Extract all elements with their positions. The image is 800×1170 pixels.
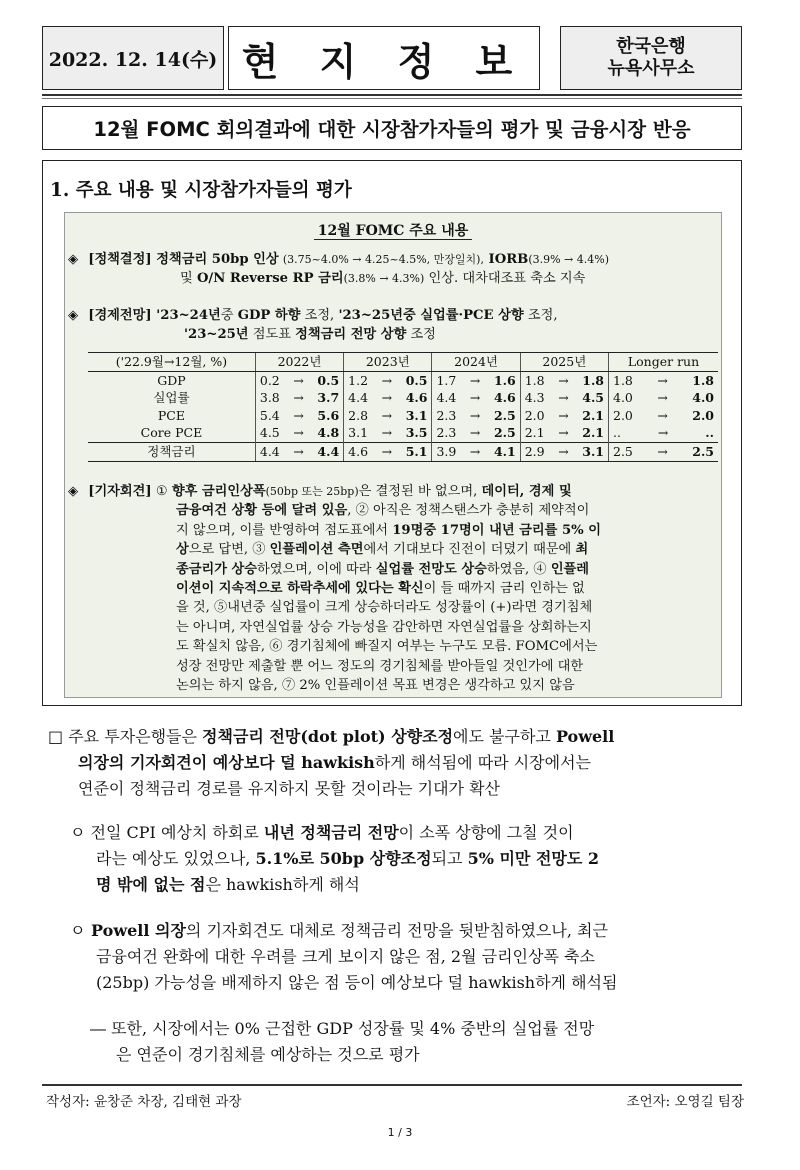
para-text: 하게 해석됨에 따라 시장에서는 [374, 753, 591, 772]
arrow-icon: → [657, 425, 669, 441]
onrrp-label: O/N Reverse RP 금리 [196, 271, 344, 286]
table-cell [609, 443, 719, 462]
forecast-current: 4.1 [493, 443, 516, 459]
office-line-1: 한국은행 [616, 36, 686, 57]
footer-authors: 작성자: 윤창준 차장, 김태현 과장 [46, 1094, 242, 1110]
press-label: [기자회견] [88, 484, 152, 499]
diamond-bullet-icon: ◈ [68, 252, 79, 267]
forecast-previous: 2.8 [348, 407, 369, 423]
press-text: 이션이 지속적으로 하락추세에 있다는 확신 [176, 581, 424, 597]
forecast-current: 5.6 [317, 407, 340, 423]
table-cell [520, 443, 608, 462]
para-text: 의 기자회견도 대체로 정책금리 전망을 뒷받침하였으나, 최근 [185, 921, 608, 940]
arrow-icon: → [657, 372, 668, 388]
paragraph-cpi [70, 820, 746, 898]
diamond-bullet-icon: ◈ [68, 308, 79, 323]
table-cell [255, 425, 343, 443]
press-text: 을 것, ⑤내년중 실업률이 크게 상승하더라도 성장률이 (+)라면 경기침체 [176, 600, 593, 616]
paragraph-investment-banks [48, 724, 748, 802]
arrow-icon: → [657, 390, 668, 406]
forecast-previous: 1.8 [524, 372, 545, 388]
arrow-icon: → [657, 407, 668, 423]
arrow-icon: → [558, 443, 569, 459]
press-text: 하였으며, 이에 따라 [257, 561, 376, 577]
para-text: 또한, 시장에서는 0% 근접한 GDP 성장률 및 4% 중반의 실업률 전망 [106, 1019, 595, 1038]
table-header-row [88, 353, 718, 372]
press-text: 논의는 하지 않음, ⑦ 2% 인플레이션 목표 변경은 생각하고 있지 않음 [176, 678, 575, 694]
page-number: 1 / 3 [387, 1126, 413, 1139]
table-cell [520, 372, 608, 390]
table-row-label: 실업률 [153, 390, 190, 406]
forecast-previous: .. [613, 425, 621, 441]
table-row-label: GDP [157, 372, 186, 388]
economic-outlook [68, 306, 720, 344]
forecast-previous: 3.1 [348, 425, 369, 441]
outlook-text: 조정 [406, 327, 436, 342]
para-text: 연준이 정책금리 경로를 유지하지 못할 것이라는 기대가 확산 [78, 779, 501, 798]
forecast-current: 2.1 [582, 425, 604, 441]
table-cell [609, 425, 719, 443]
policy-and: 및 [180, 271, 197, 286]
forecast-current: 4.8 [317, 425, 340, 441]
outlook-label: [경제전망] [88, 308, 152, 323]
forecast-current: 3.7 [317, 390, 340, 406]
forecast-previous: 0.2 [259, 372, 280, 388]
iorb-range: (3.9% → 4.4%) [528, 253, 610, 266]
table-header: 2022년 [255, 353, 343, 372]
header-divider-thin [42, 98, 742, 99]
footer-divider [42, 1084, 742, 1086]
press-text: 에서 기대보다 진전이 더뎠기 때문에 [363, 542, 576, 558]
circle-bullet-icon: ㅇ [70, 921, 86, 940]
table-row-label: 정책금리 [88, 443, 255, 462]
forecast-current: 1.8 [692, 372, 714, 388]
para-text: 금융여건 완화에 대한 우려를 크게 보이지 않은 점, 2월 금리인상폭 축소 [96, 947, 595, 966]
forecast-previous: 4.0 [613, 390, 633, 406]
table-cell [344, 372, 432, 390]
table-row-label: Core PCE [140, 425, 203, 441]
press-text: 은 결정된 바 없으며, [358, 484, 482, 499]
press-text: 종금리가 상승 [176, 561, 258, 577]
table-cell [432, 390, 520, 408]
forecast-current: 2.1 [582, 407, 604, 423]
forecast-previous: 1.2 [348, 372, 369, 388]
forecast-previous: 2.5 [613, 443, 633, 459]
policy-label: [정책결정] [88, 252, 152, 267]
iorb-label: IORB [483, 252, 529, 267]
arrow-icon: → [381, 407, 393, 423]
table-header: Longer run [609, 353, 719, 372]
table-header: 2023년 [344, 353, 432, 372]
press-text: ① [151, 484, 172, 499]
forecast-current: 2.0 [692, 407, 714, 423]
table-row [88, 425, 718, 443]
para-text: 의장의 기자회견이 예상보다 덜 hawkish [78, 753, 375, 772]
table-cell [255, 390, 343, 408]
forecast-current: 4.6 [493, 390, 516, 406]
forecast-previous: 4.6 [348, 443, 369, 459]
forecast-previous: 5.4 [259, 407, 280, 423]
table-row-label: PCE [157, 407, 185, 423]
policy-tail: 인상. 대차대조표 축소 지속 [424, 271, 586, 286]
arrow-icon: → [381, 425, 393, 441]
arrow-icon: → [469, 443, 481, 459]
press-text: 으로 답변, ③ [188, 542, 270, 558]
arrow-icon: → [558, 407, 569, 423]
arrow-icon: → [381, 390, 393, 406]
arrow-icon: → [381, 443, 393, 459]
policy-decision [68, 250, 720, 288]
table-cell [432, 407, 520, 425]
table-cell [344, 425, 432, 443]
office-name [560, 26, 742, 90]
para-text: 은 hawkish하게 해석 [205, 875, 360, 894]
forecast-previous: 3.9 [436, 443, 457, 459]
press-text: , ② 아직은 정책스탠스가 충분히 제약적이 [347, 503, 590, 519]
forecast-previous: 4.4 [259, 443, 280, 459]
table-cell [520, 407, 608, 425]
forecast-current: 5.1 [405, 443, 428, 459]
forecast-table [88, 352, 718, 462]
forecast-previous: 4.5 [259, 425, 280, 441]
para-text: Powell 의장 [85, 921, 186, 940]
forecast-current: 0.5 [405, 372, 428, 388]
press-text: 19명중 17명이 내년 금리를 5% 이 [392, 522, 602, 538]
arrow-icon: → [293, 390, 304, 406]
press-text: 도 확실치 않음, ⑥ 경기침체에 빠질지 여부는 누구도 모름. FOMC에서는 [176, 639, 598, 655]
table-cell [432, 372, 520, 390]
table-header: ('22.9월→12월, %) [88, 353, 255, 372]
forecast-current: .. [705, 425, 714, 441]
report-type-title: 현 지 정 보 [228, 26, 540, 90]
press-text: 실업률 전망도 상승 [375, 561, 487, 577]
diamond-bullet-icon: ◈ [68, 484, 79, 499]
paragraph-powell [70, 918, 746, 996]
outlook-period-2: '23~25년 [184, 327, 249, 342]
outlook-unemployment-pce: '23~25년중 실업률·PCE 상향 [338, 308, 524, 323]
forecast-current: 3.5 [405, 425, 428, 441]
table-cell [609, 407, 719, 425]
section-1-heading: 1. 주요 내용 및 시장참가자들의 평가 [50, 180, 352, 201]
report-date: 2022. 12. 14(수) [42, 26, 224, 90]
fomc-summary-title [64, 220, 722, 240]
arrow-icon: → [381, 372, 393, 388]
circle-bullet-icon: ㅇ [70, 823, 86, 842]
table-row [88, 407, 718, 425]
arrow-icon: → [469, 372, 481, 388]
forecast-previous: 4.4 [348, 390, 369, 406]
forecast-current: 1.8 [582, 372, 604, 388]
footer-advisor: 조언자: 오영길 팀장 [626, 1094, 744, 1110]
press-text: 인플레이션 측면 [269, 542, 364, 558]
para-text: 내년 정책금리 전망 [263, 823, 399, 842]
para-text: 은 연준이 경기침체를 예상하는 것으로 평가 [116, 1045, 420, 1064]
forecast-current: 4.0 [692, 390, 714, 406]
table-cell [609, 372, 719, 390]
dash-bullet-icon: ― [90, 1019, 106, 1038]
press-text: (50bp 또는 25bp) [265, 485, 359, 498]
forecast-previous: 1.7 [436, 372, 457, 388]
table-cell [344, 443, 432, 462]
forecast-previous: 2.9 [524, 443, 545, 459]
checkbox-square-icon: □ [48, 727, 64, 746]
outlook-text: 중 [220, 308, 238, 323]
table-cell [432, 425, 520, 443]
outlook-rate-projection: 정책금리 전망 상향 [295, 327, 407, 342]
arrow-icon: → [558, 372, 569, 388]
press-text: 성장 전망만 제출할 뿐 어느 정도의 경기침체를 받아들일 것인가에 대한 [176, 658, 584, 674]
para-text: 전일 CPI 예상치 하회로 [85, 823, 264, 842]
press-text: 최 [575, 542, 589, 558]
forecast-previous: 2.0 [613, 407, 633, 423]
forecast-current: 3.1 [405, 407, 428, 423]
press-text: 금융여건 상황 등에 달려 있음 [176, 503, 348, 519]
para-text: 주요 투자은행들은 [63, 727, 203, 746]
table-cell [520, 425, 608, 443]
arrow-icon: → [469, 425, 481, 441]
press-text: 향후 금리인상폭 [171, 484, 266, 499]
table-cell [344, 407, 432, 425]
para-text: 5% 미만 전망도 2 [467, 849, 600, 868]
policy-rate-hike: 정책금리 50bp 인상 [151, 252, 279, 267]
arrow-icon: → [293, 372, 304, 388]
press-text: 지 않으며, 이를 반영하여 점도표에서 [176, 522, 393, 538]
press-text: 인플레 [550, 561, 590, 577]
press-text: 하였음, ④ [486, 561, 551, 577]
para-text: (25bp) 가능성을 배제하지 않은 점 등이 예상보다 덜 hawkish하게 해석됨 [96, 973, 618, 992]
press-text: 데이터, 경제 및 [481, 484, 572, 499]
arrow-icon: → [293, 443, 304, 459]
arrow-icon: → [293, 407, 304, 423]
onrrp-range: (3.8% → 4.3%) [343, 272, 425, 285]
forecast-current: 4.5 [582, 390, 604, 406]
forecast-current: 4.4 [317, 443, 340, 459]
press-text: 이 들 때까지 금리 인하는 없 [423, 581, 585, 597]
forecast-previous: 4.4 [436, 390, 457, 406]
press-text: 는 아니며, 자연실업률 상승 가능성을 감안하면 자연실업률을 상회하는지 [176, 619, 592, 635]
outlook-text: 조정, [523, 308, 558, 323]
table-row [88, 372, 718, 390]
outlook-gdp: GDP 하향 [237, 308, 301, 323]
arrow-icon: → [558, 425, 569, 441]
table-cell [255, 407, 343, 425]
header-divider [42, 94, 742, 96]
outlook-period: '23~24년 [151, 308, 221, 323]
arrow-icon: → [469, 407, 481, 423]
arrow-icon: → [558, 390, 569, 406]
forecast-previous: 2.3 [436, 407, 457, 423]
forecast-previous: 1.8 [613, 372, 633, 388]
forecast-current: 2.5 [493, 407, 516, 423]
para-text: Powell [555, 727, 615, 746]
table-cell [255, 372, 343, 390]
para-text: 라는 예상도 있었으나, [96, 849, 256, 868]
policy-rate-range: (3.75~4.0% → 4.25~4.5%, 만장일치), [282, 253, 484, 266]
document-title: 12월 FOMC 회의결과에 대한 시장참가자들의 평가 및 금융시장 반응 [42, 106, 742, 150]
forecast-previous: 2.3 [436, 425, 457, 441]
table-row [88, 443, 718, 462]
outlook-text: 점도표 [248, 327, 296, 342]
table-row [88, 390, 718, 408]
forecast-previous: 2.0 [524, 407, 545, 423]
arrow-icon: → [657, 443, 668, 459]
forecast-previous: 4.3 [524, 390, 545, 406]
paragraph-recession [90, 1016, 746, 1068]
para-text: 명 밖에 없는 점 [96, 875, 206, 894]
forecast-current: 2.5 [493, 425, 516, 441]
table-cell [609, 390, 719, 408]
press-conference [68, 482, 720, 695]
arrow-icon: → [293, 425, 304, 441]
forecast-current: 4.6 [405, 390, 428, 406]
table-header: 2025년 [520, 353, 608, 372]
arrow-icon: → [469, 390, 481, 406]
para-text: 정책금리 전망(dot plot) 상향조정 [202, 727, 454, 746]
press-text: 상 [176, 542, 189, 558]
para-text: 되고 [431, 849, 468, 868]
forecast-current: 2.5 [692, 443, 714, 459]
fomc-summary-title-text: 12월 FOMC 주요 내용 [314, 223, 473, 240]
forecast-previous: 2.1 [524, 425, 545, 441]
forecast-current: 1.6 [493, 372, 516, 388]
table-cell [432, 443, 520, 462]
outlook-text: 조정, [300, 308, 339, 323]
table-cell [344, 390, 432, 408]
para-text: 이 소폭 상향에 그칠 것이 [398, 823, 574, 842]
forecast-previous: 3.8 [259, 390, 280, 406]
forecast-current: 0.5 [317, 372, 340, 388]
table-cell [520, 390, 608, 408]
para-text: 5.1%로 50bp 상향조정 [255, 849, 432, 868]
table-header: 2024년 [432, 353, 520, 372]
table-cell [255, 443, 343, 462]
office-line-2: 뉴욕사무소 [607, 58, 695, 79]
forecast-current: 3.1 [582, 443, 604, 459]
para-text: 에도 불구하고 [453, 727, 556, 746]
